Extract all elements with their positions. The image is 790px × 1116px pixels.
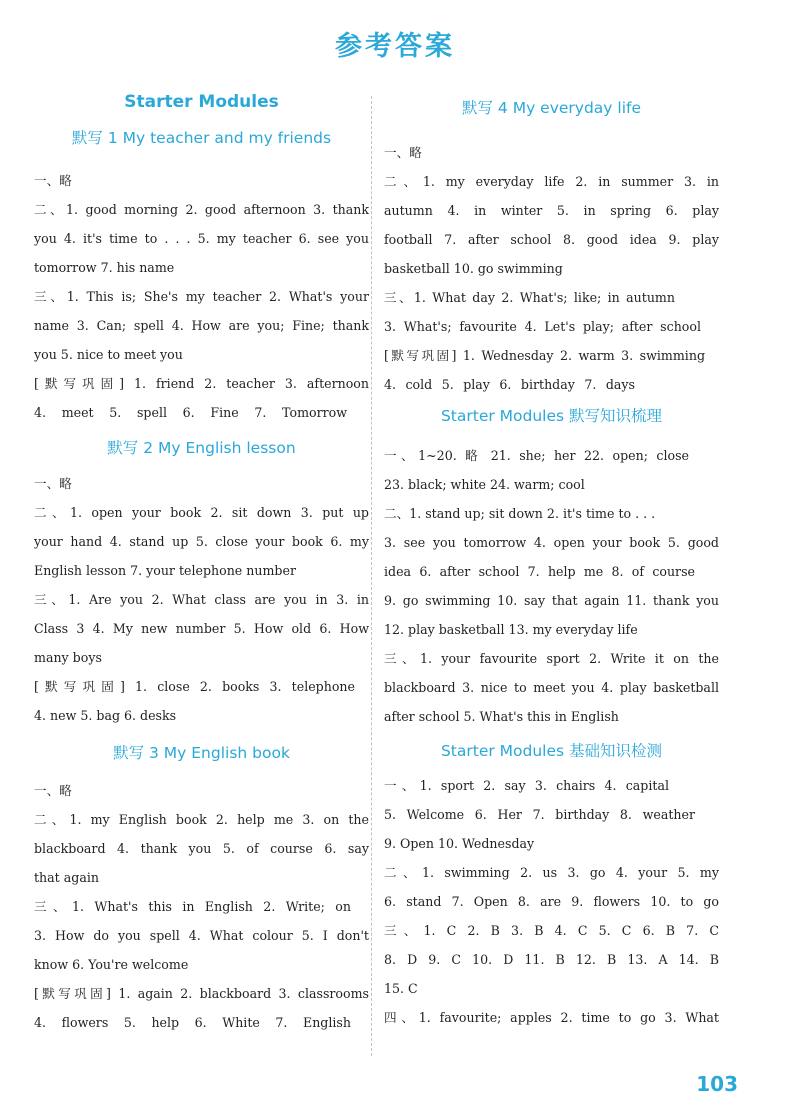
answer-line: basketball 10. go swimming [384,261,563,276]
answer-line: 4. meet 5. spell 6. Fine 7. Tomorrow [34,405,347,420]
answer-line: 4. cold 5. play 6. birthday 7. days [384,377,635,392]
answer-line: 三、1. your favourite sport 2. Write it on the [384,651,719,666]
answer-line: 9. go swimming 10. say that again 11. thank you [384,593,719,608]
answer-line: [默写巩固] 1. again 2. blackboard 3. classrooms [34,986,369,1001]
answer-line: after school 5. What's this in English [384,709,619,724]
answer-line: 一、略 [384,145,422,160]
answer-line: 二、1. my everyday life 2. in summer 3. in [384,174,719,189]
answer-line: [默写巩固] 1. close 2. books 3. telephone [34,679,355,694]
answer-line: 一、略 [34,173,72,188]
answer-line: many boys [34,650,102,665]
answer-line: 3. How do you spell 4. What colour 5. I don't [34,928,369,943]
left-column [34,86,369,1037]
answer-line: 二、1. good morning 2. good afternoon 3. thank [34,202,369,217]
section-heading-2: 默写 2 My English lesson [107,439,296,457]
answer-line: 一、略 [34,783,72,798]
answer-line: that again [34,870,99,885]
answer-line: blackboard 4. thank you 5. of course 6. say [34,841,369,856]
answer-line: [默写巩固] 1. friend 2. teacher 3. afternoon [34,376,369,391]
answer-line: your hand 4. stand up 5. close your book 6. my [34,534,369,549]
answer-line: autumn 4. in winter 5. in spring 6. play [384,203,719,218]
answer-line: tomorrow 7. his name [34,260,175,275]
section-heading-3: 默写 3 My English book [113,744,290,762]
answer-line: 一、略 [34,476,72,491]
answer-line: 三、1. What day 2. What's; like; in autumn [384,290,675,305]
section-heading-4: 默写 4 My everyday life [461,99,642,117]
answer-line: 5. Welcome 6. Her 7. birthday 8. weather [384,807,695,822]
section-heading-6: Starter Modules 基础知识检测 [440,742,663,760]
answer-line: 二、1. stand up; sit down 2. it's time to . . . [384,506,656,521]
column-divider [371,96,373,1056]
answer-line: 一、1. sport 2. say 3. chairs 4. capital [384,778,669,793]
answer-line: 8. D 9. C 10. D 11. B 12. B 13. A 14. B [384,952,719,967]
answer-line: Class 3 4. My new number 5. How old 6. How [34,621,369,636]
answer-line: 15. C [384,981,418,996]
answer-line: name 3. Can; spell 4. How are you; Fine; thank [34,318,369,333]
starter-modules-heading: Starter Modules [124,92,279,112]
answer-line: 四、1. favourite; apples 2. time to go 3. What [384,1010,719,1025]
answer-line: [默写巩固] 1. Wednesday 2. warm 3. swimming [384,348,705,363]
answer-line: you 4. it's time to . . . 5. my teacher 6. see you [34,231,369,246]
section-heading-5: Starter Modules 默写知识梳理 [440,407,663,425]
answer-line: 二、1. swimming 2. us 3. go 4. your 5. my [384,865,719,880]
answer-line: football 7. after school 8. good idea 9. play [384,232,719,247]
answer-line: 6. stand 7. Open 8. are 9. flowers 10. to go [384,894,719,909]
right-column [384,86,719,1032]
answer-line: English lesson 7. your telephone number [34,563,296,578]
answer-line: you 5. nice to meet you [34,347,183,362]
page-title: 参考答案 [335,31,455,62]
page-number: 103 [696,1072,738,1096]
answer-line: 4. new 5. bag 6. desks [34,708,177,723]
answer-line: 12. play basketball 13. my everyday life [384,622,638,637]
answer-line: 一、1~20. 略 21. she; her 22. open; close [384,448,689,463]
answer-line: 23. black; white 24. warm; cool [384,477,585,492]
answer-line: 二、1. my English book 2. help me 3. on the [34,812,369,827]
answer-line: 三、1. This is; She's my teacher 2. What's your [34,289,369,304]
answer-line: 三、1. C 2. B 3. B 4. C 5. C 6. B 7. C [384,923,719,938]
answer-line: blackboard 3. nice to meet you 4. play basketball [384,680,719,695]
answer-line: know 6. You're welcome [34,957,189,972]
answer-line: 9. Open 10. Wednesday [384,836,535,851]
answer-line: 二、1. open your book 2. sit down 3. put up [34,505,369,520]
answer-line: 三、1. What's this in English 2. Write; on [34,899,351,914]
answer-line: 4. flowers 5. help 6. White 7. English [34,1015,351,1030]
section-heading-1: 默写 1 My teacher and my friends [71,129,332,147]
answer-line: idea 6. after school 7. help me 8. of course [384,564,695,579]
answer-line: 3. see you tomorrow 4. open your book 5. good [384,535,719,550]
answer-line: 三、1. Are you 2. What class are you in 3. in [34,592,369,607]
answer-line: 3. What's; favourite 4. Let's play; after school [384,319,701,334]
